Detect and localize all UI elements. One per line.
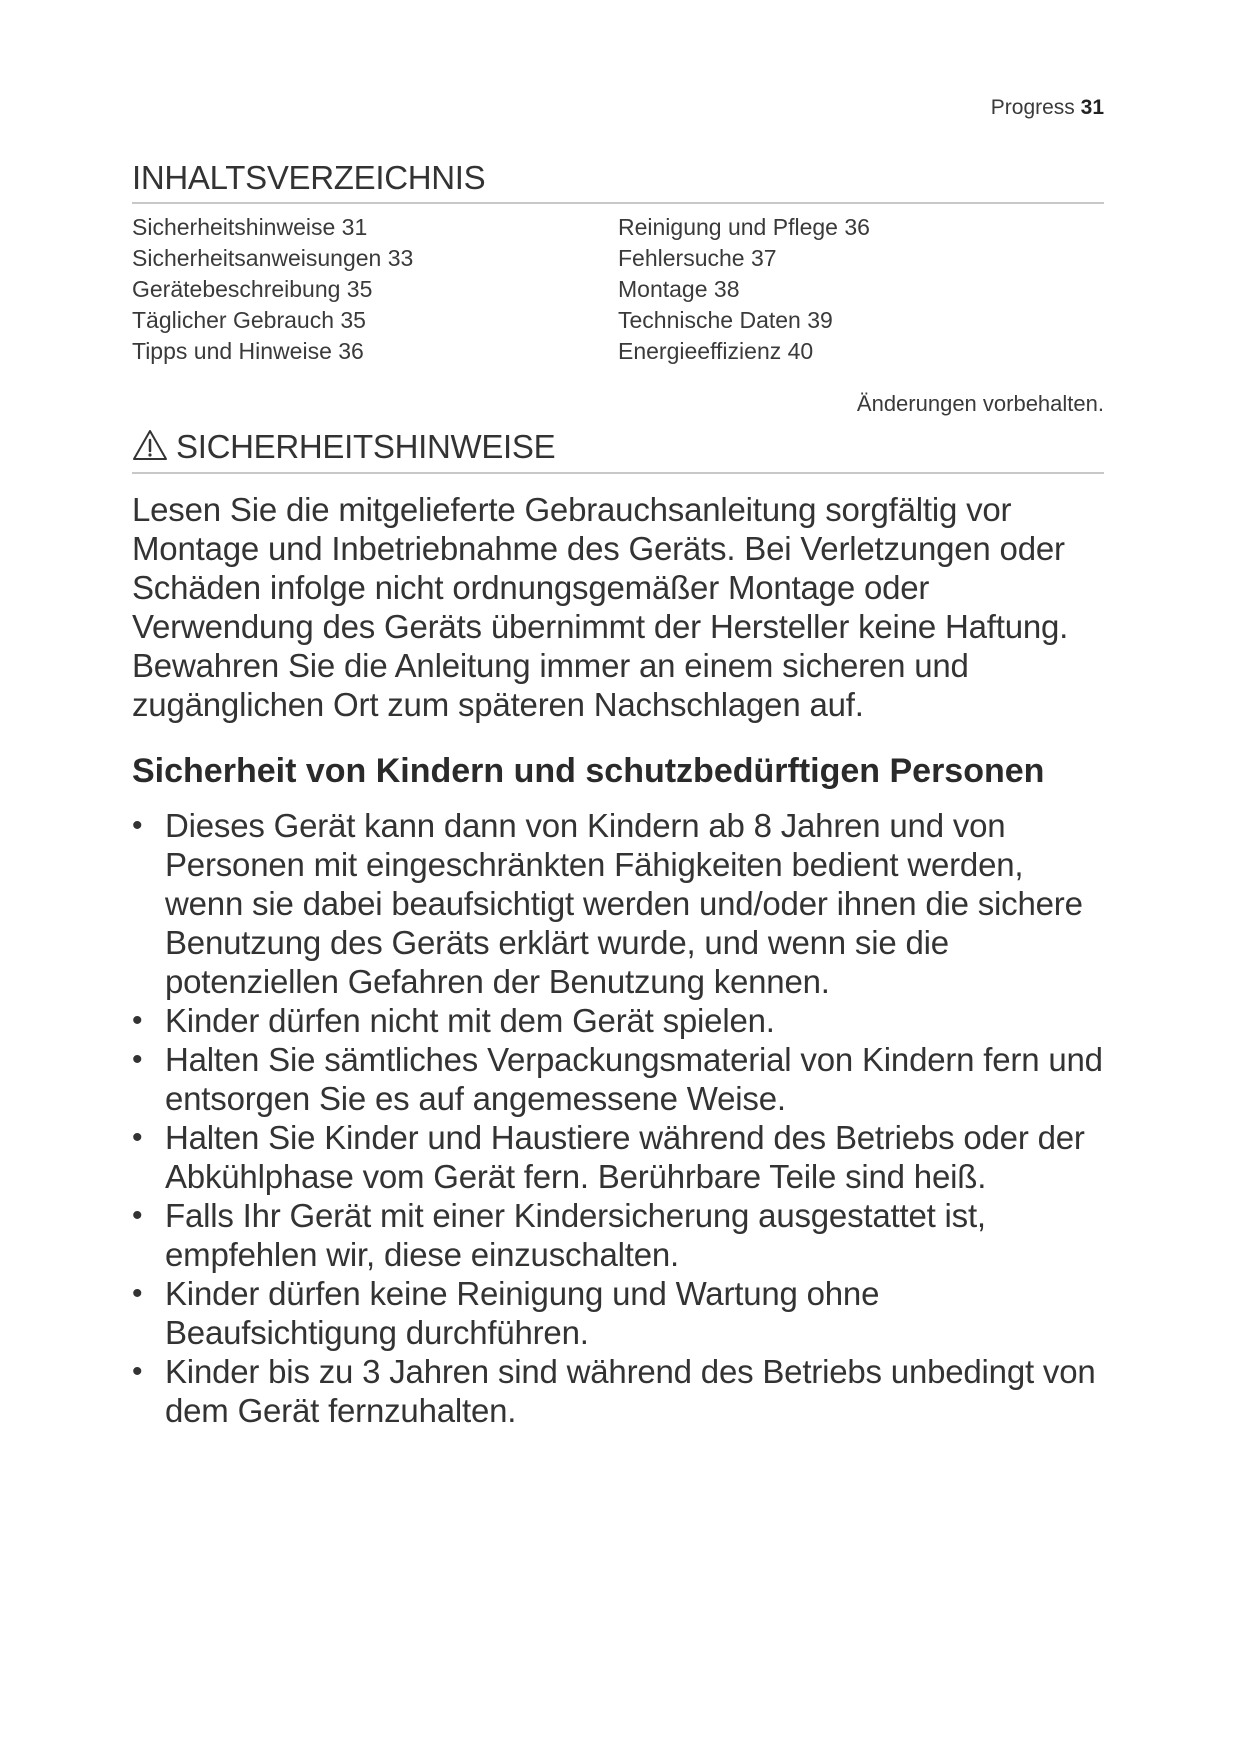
list-item-text: Kinder bis zu 3 Jahren sind während des Betriebs unbedingt von dem Gerät fernzuhalten. bbox=[165, 1352, 1096, 1429]
bullet-point: • bbox=[132, 808, 143, 842]
toc-entry[interactable]: Sicherheitsanweisungen 33 bbox=[132, 245, 414, 272]
safety-title-text: SICHERHEITSHINWEISE bbox=[176, 428, 556, 466]
child-safety-heading: Sicherheit von Kindern und schutzbedürftigen Personen bbox=[132, 751, 1045, 790]
toc-entry[interactable]: Tipps und Hinweise 36 bbox=[132, 338, 364, 365]
bullet-point: • bbox=[132, 1042, 143, 1076]
child-safety-list bbox=[132, 806, 1104, 1430]
toc-entry[interactable]: Montage 38 bbox=[618, 276, 740, 303]
header-page-number: 31 bbox=[1080, 96, 1104, 119]
warning-triangle-icon bbox=[132, 429, 168, 461]
toc-entry[interactable]: Täglicher Gebrauch 35 bbox=[132, 307, 366, 334]
toc-entry[interactable]: Fehlersuche 37 bbox=[618, 245, 777, 272]
toc-entry[interactable]: Reinigung und Pflege 36 bbox=[618, 214, 870, 241]
list-item bbox=[132, 1118, 1104, 1196]
list-item bbox=[132, 1196, 1104, 1274]
safety-section-title bbox=[132, 429, 1104, 473]
list-item-text: Falls Ihr Gerät mit einer Kindersicherung ausgestattet ist, empfehlen wir, diese einzuschalten. bbox=[165, 1196, 986, 1273]
toc-column-left bbox=[132, 212, 618, 367]
toc-entry[interactable]: Technische Daten 39 bbox=[618, 307, 833, 334]
bullet-point: • bbox=[132, 1003, 143, 1037]
list-item-text: Halten Sie Kinder und Haustiere während des Betriebs oder der Abkühlphase vom Gerät fern. Berührbare Teile sind heiß. bbox=[165, 1118, 1085, 1195]
toc-entry[interactable]: Sicherheitshinweise 31 bbox=[132, 214, 368, 241]
list-item bbox=[132, 806, 1104, 1001]
bullet-point: • bbox=[132, 1198, 143, 1232]
toc-entry[interactable]: Gerätebeschreibung 35 bbox=[132, 276, 373, 303]
bullet-point: • bbox=[132, 1120, 143, 1154]
list-item-text: Dieses Gerät kann dann von Kindern ab 8 Jahren und von Personen mit eingeschränkten Fähigkeiten bedient werden, wenn sie dabei beaufsichtigt werden und/oder ihnen die sichere Benutzung des Geräts erklärt wurde, und wenn sie die potenziellen Gefahren der Benutzung kennen. bbox=[165, 806, 1083, 1000]
list-item bbox=[132, 1352, 1104, 1430]
list-item bbox=[132, 1001, 1104, 1040]
list-item-text: Kinder dürfen nicht mit dem Gerät spielen. bbox=[165, 1001, 775, 1039]
toc-column-right bbox=[618, 212, 1104, 367]
toc-entry[interactable]: Energieeffizienz 40 bbox=[618, 338, 814, 365]
header-brand: Progress bbox=[990, 96, 1075, 119]
list-item bbox=[132, 1040, 1104, 1118]
bullet-point: • bbox=[132, 1354, 143, 1388]
page-content bbox=[132, 160, 1104, 1430]
safety-intro: Lesen Sie die mitgelieferte Gebrauchsanleitung sorgfältig vor Montage und Inbetriebnahme des Geräts. Bei Verletzungen oder Schäden infolge nicht ordnungsgemäßer Montage oder Verwendung des Geräts übernimmt der Hersteller keine Haftung. Bewahren Sie die Anleitung immer an einem sicheren und zugänglichen Ort zum späteren Nachschlagen auf. bbox=[132, 490, 1069, 723]
list-item bbox=[132, 1274, 1104, 1352]
list-item-text: Halten Sie sämtliches Verpackungsmaterial von Kindern fern und entsorgen Sie es auf angemessene Weise. bbox=[165, 1040, 1103, 1117]
page-header bbox=[991, 96, 1104, 120]
table-of-contents bbox=[132, 212, 1104, 367]
bullet-point: • bbox=[132, 1276, 143, 1310]
toc-title: INHALTSVERZEICHNIS bbox=[132, 160, 1104, 204]
changes-note: Änderungen vorbehalten. bbox=[856, 391, 1104, 417]
list-item-text: Kinder dürfen keine Reinigung und Wartung ohne Beaufsichtigung durchführen. bbox=[165, 1274, 880, 1351]
